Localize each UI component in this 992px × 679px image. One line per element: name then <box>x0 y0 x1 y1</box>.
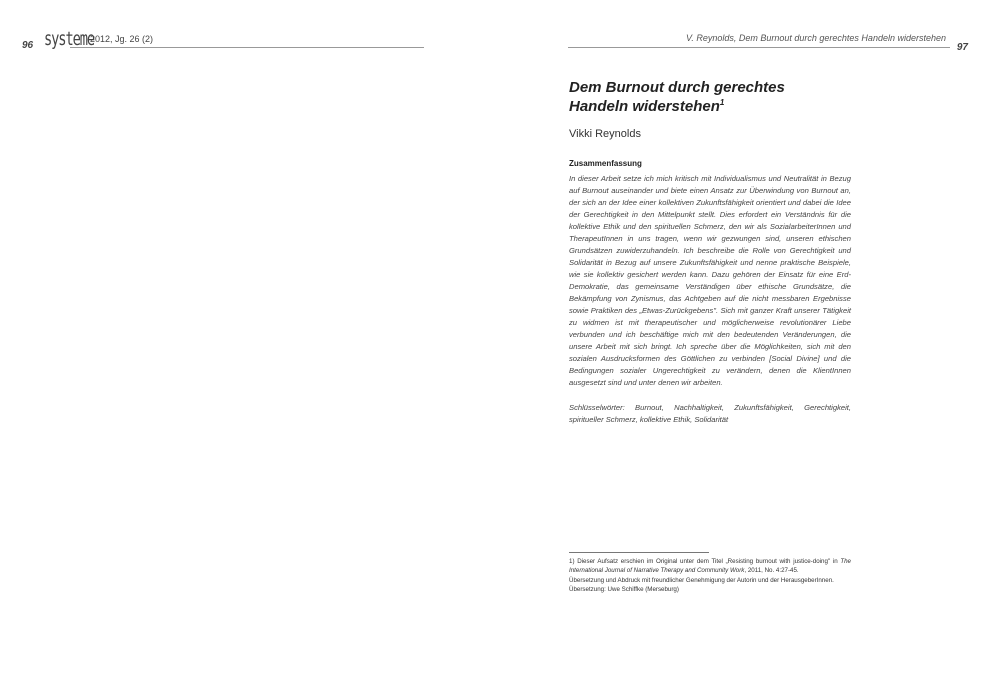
article-title <box>569 78 851 116</box>
footnote-line-3: Übersetzung: Uwe Schiffke (Merseburg) <box>569 586 679 594</box>
header-rule-left <box>70 47 424 48</box>
footnote-line-2: Übersetzung und Abdruck mit freundlicher Genehmigung der Autorin und der HerausgeberInnen. <box>569 576 834 584</box>
abstract-text: In dieser Arbeit setze ich mich kritisch mit Individualismus und Neutralität in Bezug auf Burnout auseinander und biete einen Ansatz zur Überwindung von Burnout an, der sich an der Idee einer kollektiven Zukunftsfähigkeit orientiert und dabei die Idee der Gerechtigkeit in den Mittelpunkt stellt. Dies erfordert ein Verständnis für die kollektive Ethik und den spirituellen Schmerz, den wir als SozialarbeiterInnen und TherapeutInnen in uns tragen, wenn wir gezwungen sind, unseren ethischen Grundsätzen zuwiderzuhandeln. Ich beschreibe die Rolle von Gerechtigkeit und Solidarität in Bezug auf unsere Zukunftsfähigkeit und nenne praktische Beispiele, wie sie kollektiv gesichert werden kann. Dazu gehören der Einsatz für eine Erd-Demokratie, das gemeinsame Verständigen über ethische Grundsätze, die Bekämpfung von Zynismus, das Achtgeben auf die nicht messbaren Ergebnisse sowie Praktiken des „Etwas-Zurückgebens". Sich mit ganzer Kraft unserer Tätigkeit zu widmen ist mit therapeutischer und möglicherweise revolutionärer Liebe verbunden und ich beschäftige mich mit den bedeutenden Veränderungen, die unsere Arbeit mit sich bringt. Ich spreche über die Möglichkeiten, sich mit den sozialen Ausdrucksformen des Göttlichen zu verbinden [Social Divine] und die Bedingungen sozialer Ungerechtigkeit zu verändern, denen die KlientInnen ausgesetzt sind und unter denen wir arbeiten. <box>569 174 851 387</box>
journal-logo: systeme <box>44 28 95 50</box>
keywords-text: Schlüsselwörter: Burnout, Nachhaltigkeit, Zukunftsfähigkeit, Gerechtigkeit, spiritueller Schmerz, kollektive Ethik, Solidarität <box>569 403 851 424</box>
header-rule-right <box>568 47 950 48</box>
article-title-line2: Handeln widerstehen <box>569 98 720 115</box>
running-title: V. Reynolds, Dem Burnout durch gerechtes Handeln widerstehen <box>686 33 946 43</box>
footnote <box>569 552 851 595</box>
right-page <box>496 0 992 679</box>
article <box>569 78 851 434</box>
page-number-right: 97 <box>956 42 968 53</box>
footnote-suffix: , 2011, No. 4:27-45. <box>744 567 799 575</box>
left-page-header <box>22 28 424 50</box>
footnote-rule <box>569 552 709 553</box>
author-name: Vikki Reynolds <box>569 128 641 140</box>
page-number-left: 96 <box>22 40 34 51</box>
footnote-marker: 1 <box>719 98 725 107</box>
footnote-source-journal: The International Journal of Narrative Therapy and Community Work <box>569 558 851 575</box>
journal-issue: 2012, Jg. 26 (2) <box>90 34 154 44</box>
footnote-line-1 <box>569 557 851 576</box>
footnote-prefix: 1) Dieser Aufsatz erschien im Original unter dem Titel „Resisting burnout with justice-doing" in <box>569 558 841 565</box>
article-title-line1: Dem Burnout durch gerechtes <box>569 79 785 96</box>
right-page-header <box>568 28 968 53</box>
abstract-heading: Zusammenfassung <box>569 159 642 168</box>
